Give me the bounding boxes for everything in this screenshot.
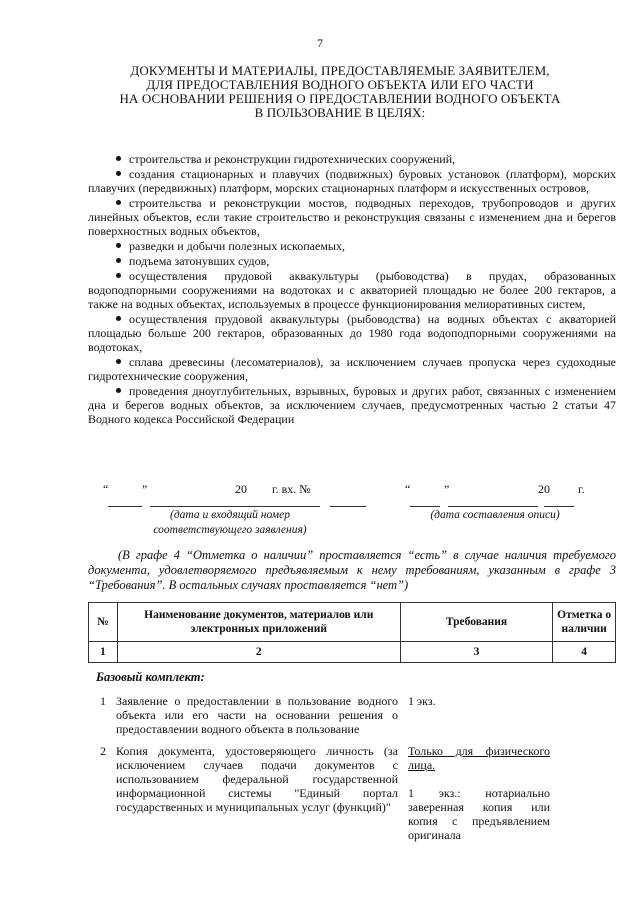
table-header-row bbox=[89, 603, 616, 642]
bullet-icon bbox=[116, 316, 121, 321]
instruction-note: (В графе 4 “Отметка о наличии” проставляется “есть” в случае наличия требуемого документа, удовлетворяемого предъявляемым к нему требованиям, указанным в графе 3 “Требования”. В остальных случаях проставляется “нет”) bbox=[88, 548, 616, 592]
list-item: сплава древесины (лесоматериалов), за исключением случаев пропуска через судоходные гидротехнические сооружения, bbox=[88, 355, 616, 383]
list-item: строительства и реконструкции гидротехнических сооружений, bbox=[88, 152, 616, 166]
caption-left: (дата и входящий номер соответствующего заявления) bbox=[153, 509, 307, 536]
title-line-2: ДЛЯ ПРЕДОСТАВЛЕНИЯ ВОДНОГО ОБЪЕКТА ИЛИ ЕГО ЧАСТИ bbox=[146, 77, 534, 92]
item-number: 2 bbox=[100, 744, 106, 758]
title-line-1: ДОКУМЕНТЫ И МАТЕРИАЛЫ, ПРЕДОСТАВЛЯЕМЫЕ ЗАЯВИТЕЛЕМ, bbox=[130, 63, 550, 78]
number-line bbox=[330, 506, 366, 507]
column-index-1: 1 bbox=[89, 642, 118, 663]
col-number-header: № bbox=[89, 603, 118, 642]
documents-table bbox=[88, 602, 616, 663]
title-line-3: НА ОСНОВАНИИ РЕШЕНИЯ О ПРЕДОСТАВЛЕНИИ ВОДНОГО ОБЪЕКТА bbox=[119, 91, 561, 106]
day-line-right bbox=[410, 506, 440, 507]
column-index-4: 4 bbox=[553, 642, 616, 663]
table-row bbox=[89, 642, 616, 663]
title-line-4: В ПОЛЬЗОВАНИЕ В ЦЕЛЯХ: bbox=[254, 105, 426, 120]
item-requirement: 1 экз.: нотариально заверенная копия или копия с предъявлением оригинала bbox=[408, 786, 550, 842]
bullet-icon bbox=[116, 156, 121, 161]
list-item: строительства и реконструкции мостов, подводных переходов, трубопроводов и других линейных объектов, если такие строительство и реконструкция связаны с изменением дна и берегов поверхностных водных объектов, bbox=[88, 196, 616, 238]
bullet-icon bbox=[116, 359, 121, 364]
list-item: проведения дноуглубительных, взрывных, буровых и других работ, связанных с изменением дна и берегов водных объектов, за исключением случаев, предусмотренных частью 2 статьи 47 Водного кодекса Российской Федерации bbox=[88, 384, 616, 426]
date-line-left bbox=[150, 506, 320, 507]
registration-label: г. вх. № bbox=[272, 482, 311, 496]
bullet-icon bbox=[116, 273, 121, 278]
column-index-3: 3 bbox=[400, 642, 553, 663]
bullet-icon bbox=[116, 388, 121, 393]
list-item: осуществления прудовой аквакультуры (рыбоводства) на водных объектах с акваторией площадью больше 200 гектаров, образованных до 1980 года водоподпорными сооружениями на водотоках, bbox=[88, 312, 616, 354]
item-requirement-condition: Только для физического лица. bbox=[408, 744, 550, 772]
item-requirement: 1 экз. bbox=[408, 694, 436, 708]
column-index-2: 2 bbox=[117, 642, 400, 663]
year-right: 20 bbox=[538, 482, 550, 496]
col-name-header: Наименование документов, материалов или электронных приложений bbox=[117, 603, 400, 642]
bullet-icon bbox=[116, 200, 121, 205]
quote-close-left: ” bbox=[142, 482, 148, 496]
year-suffix: г. bbox=[578, 482, 585, 496]
col-requirements-header: Требования bbox=[400, 603, 553, 642]
quote-close-right: ” bbox=[444, 482, 450, 496]
basic-set-label: Базовый комплект: bbox=[96, 670, 205, 684]
quote-open-left: “ bbox=[103, 482, 109, 496]
quote-open-right: “ bbox=[405, 482, 411, 496]
list-item: осуществления прудовой аквакультуры (рыбоводства) в прудах, образованных водоподпорными сооружениями на водотоках и с акваторией площадью не более 200 гектаров, а также на водных объектах, используемых в процессе функционирования мелиоративных систем, bbox=[88, 269, 616, 311]
year-left: 20 bbox=[235, 482, 247, 496]
list-item: создания стационарных и плавучих (подвижных) буровых установок (платформ), морских плавучих (передвижных) платформ, морских стационарных платформ и искусственных островов, bbox=[88, 167, 616, 195]
year-line-right bbox=[544, 506, 574, 507]
bullet-icon bbox=[116, 171, 121, 176]
page-number: 7 bbox=[317, 36, 323, 50]
list-item: разведки и добычи полезных ископаемых, bbox=[88, 239, 616, 253]
list-item: подъема затонувших судов, bbox=[88, 254, 616, 268]
document-title bbox=[100, 64, 580, 120]
bullet-icon bbox=[116, 243, 121, 248]
day-line-left bbox=[108, 506, 142, 507]
item-text: Заявление о предоставлении в пользование водного объекта или его части на основании решения о предоставлении водного объекта в пользование bbox=[116, 694, 398, 736]
item-text: Копия документа, удостоверяющего личность (за исключением случаев подачи документов с использованием федеральной государственной информационной системы "Единый портал государственных и муниципальных услуг (функций)" bbox=[116, 744, 398, 814]
date-line-right bbox=[448, 506, 538, 507]
item-number: 1 bbox=[100, 694, 106, 708]
col-availability-header: Отметка о наличии bbox=[553, 603, 616, 642]
bullet-icon bbox=[116, 258, 121, 263]
purpose-list bbox=[88, 152, 616, 426]
caption-right: (дата составления описи) bbox=[430, 509, 560, 521]
